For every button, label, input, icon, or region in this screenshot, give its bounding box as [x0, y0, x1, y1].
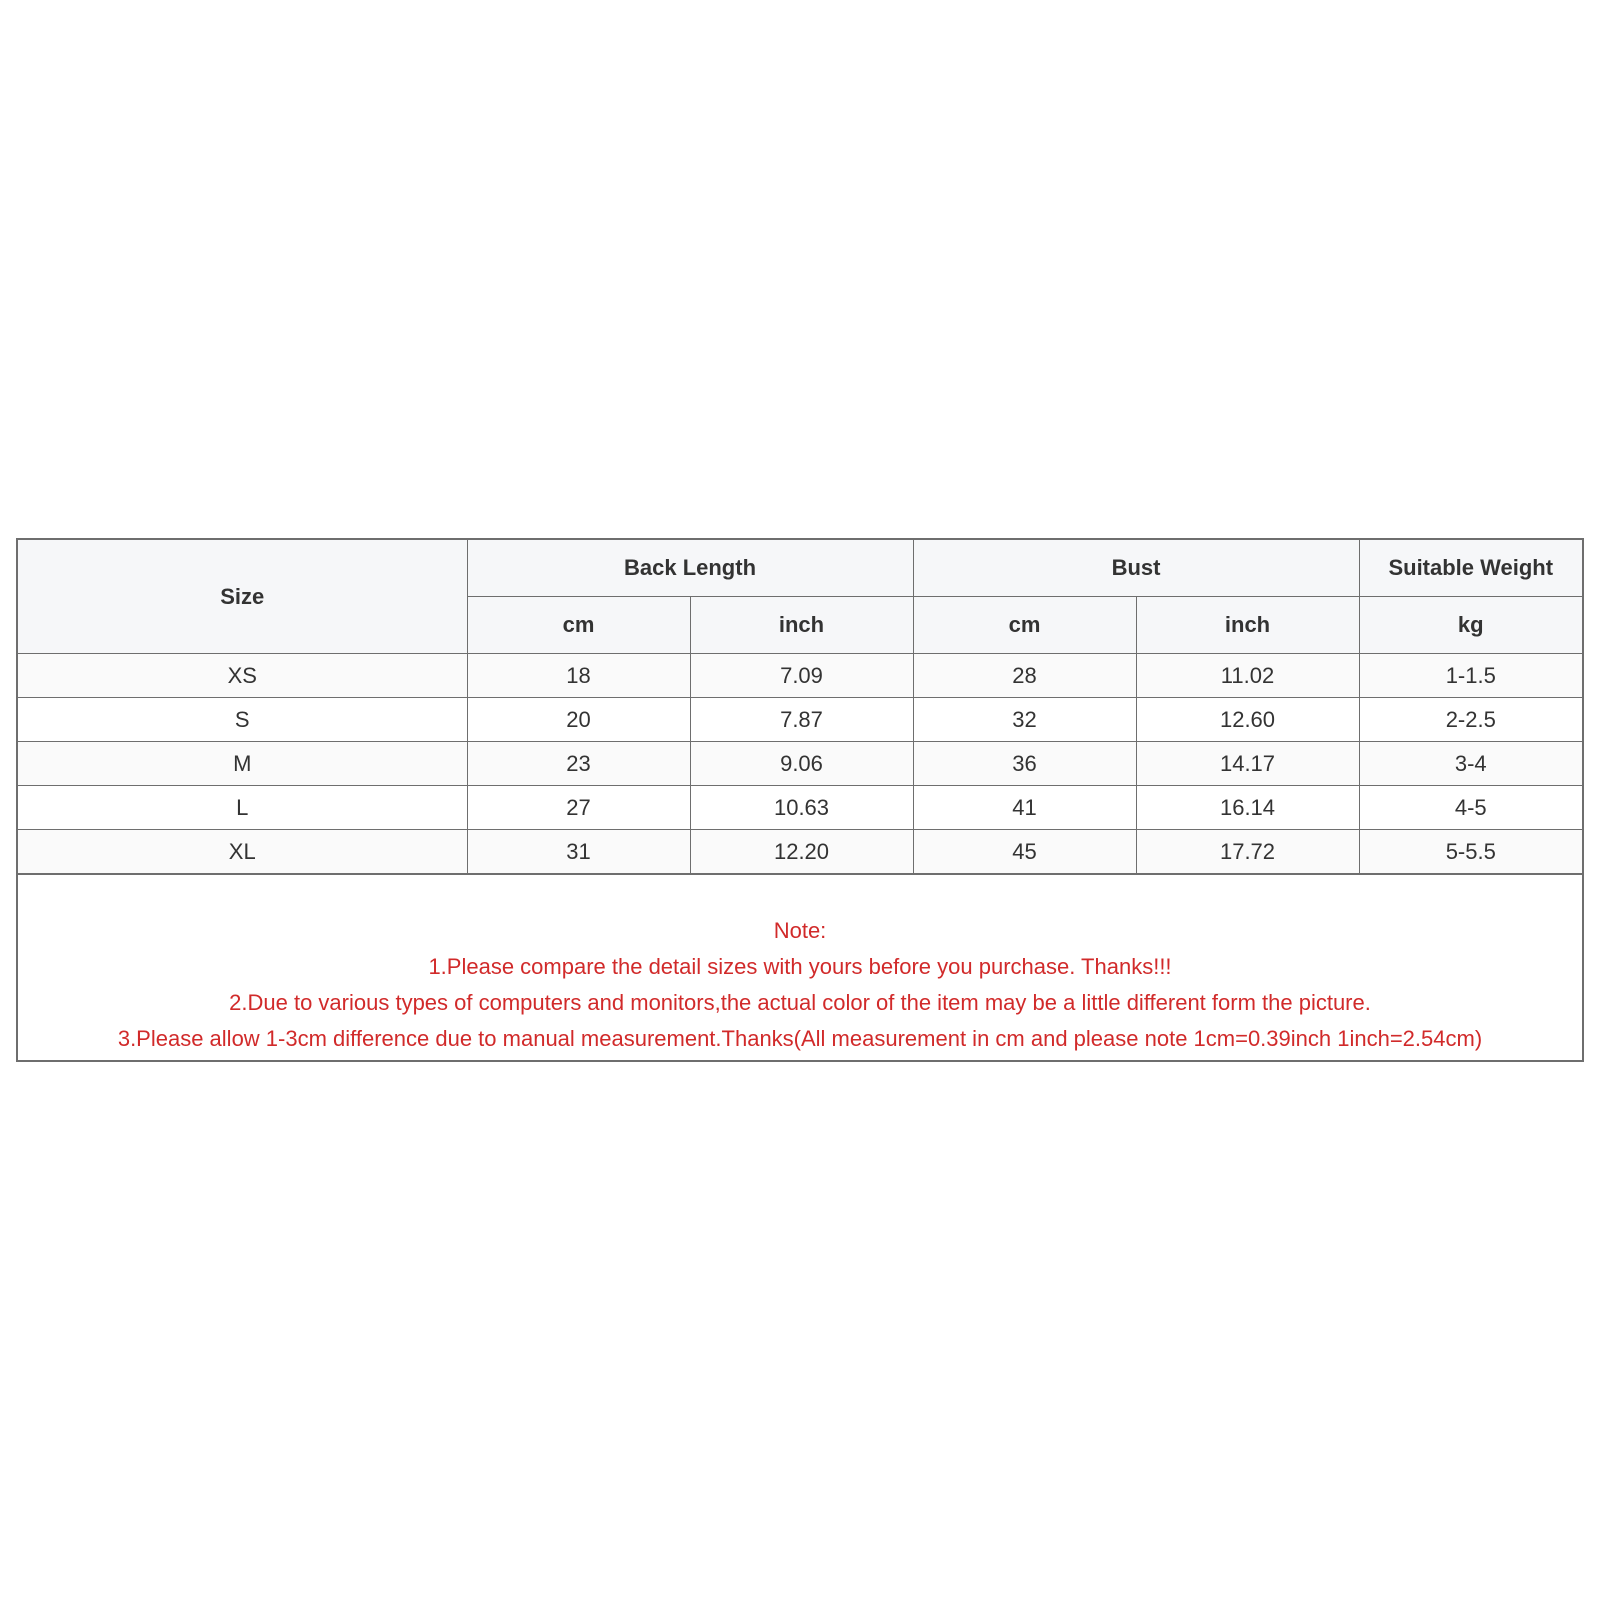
- table-cell: 28: [913, 654, 1136, 698]
- unit-header: inch: [1136, 597, 1359, 654]
- size-header: Size: [18, 540, 467, 654]
- size-cell: M: [18, 742, 467, 786]
- size-cell: L: [18, 786, 467, 830]
- note-line: 2.Due to various types of computers and monitors,the actual color of the item may be a little different form the picture.: [229, 990, 1371, 1015]
- notes-section: [18, 874, 1582, 1059]
- table-cell: 1-1.5: [1359, 654, 1582, 698]
- table-cell: 27: [467, 786, 690, 830]
- unit-header: cm: [913, 597, 1136, 654]
- table-cell: 12.20: [690, 830, 913, 874]
- note-line: 3.Please allow 1-3cm difference due to manual measurement.Thanks(All measurement in cm and please note 1cm=0.39inch 1inch=2.54cm): [117, 1026, 1483, 1051]
- table-cell: 9.06: [690, 742, 913, 786]
- note-title: Note:: [773, 918, 827, 943]
- group-header-bust: Bust: [913, 540, 1359, 597]
- table-cell: 36: [913, 742, 1136, 786]
- unit-header: cm: [467, 597, 690, 654]
- table-cell: 17.72: [1136, 830, 1359, 874]
- table-cell: 18: [467, 654, 690, 698]
- note-line: 1.Please compare the detail sizes with yours before you purchase. Thanks!!!: [428, 954, 1172, 979]
- table-cell: 4-5: [1359, 786, 1582, 830]
- group-header-back-length: Back Length: [467, 540, 913, 597]
- table-cell: 32: [913, 698, 1136, 742]
- table-cell: 31: [467, 830, 690, 874]
- table-cell: 5-5.5: [1359, 830, 1582, 874]
- size-cell: XS: [18, 654, 467, 698]
- header-row-groups: [18, 540, 1582, 597]
- size-cell: S: [18, 698, 467, 742]
- table-row: [18, 698, 1582, 742]
- table-cell: 23: [467, 742, 690, 786]
- table-cell: 7.09: [690, 654, 913, 698]
- table-cell: 3-4: [1359, 742, 1582, 786]
- table-row: [18, 830, 1582, 874]
- table-cell: 10.63: [690, 786, 913, 830]
- unit-header: inch: [690, 597, 913, 654]
- table-cell: 16.14: [1136, 786, 1359, 830]
- table-cell: 11.02: [1136, 654, 1359, 698]
- table-cell: 7.87: [690, 698, 913, 742]
- size-chart: [16, 538, 1584, 1062]
- table-row: [18, 742, 1582, 786]
- size-table: [18, 540, 1582, 874]
- group-header-suitable-weight: Suitable Weight: [1359, 540, 1582, 597]
- table-cell: 20: [467, 698, 690, 742]
- table-cell: 14.17: [1136, 742, 1359, 786]
- table-cell: 41: [913, 786, 1136, 830]
- table-cell: 12.60: [1136, 698, 1359, 742]
- unit-header: kg: [1359, 597, 1582, 654]
- table-cell: 45: [913, 830, 1136, 874]
- table-row: [18, 654, 1582, 698]
- size-cell: XL: [18, 830, 467, 874]
- table-cell: 2-2.5: [1359, 698, 1582, 742]
- table-row: [18, 786, 1582, 830]
